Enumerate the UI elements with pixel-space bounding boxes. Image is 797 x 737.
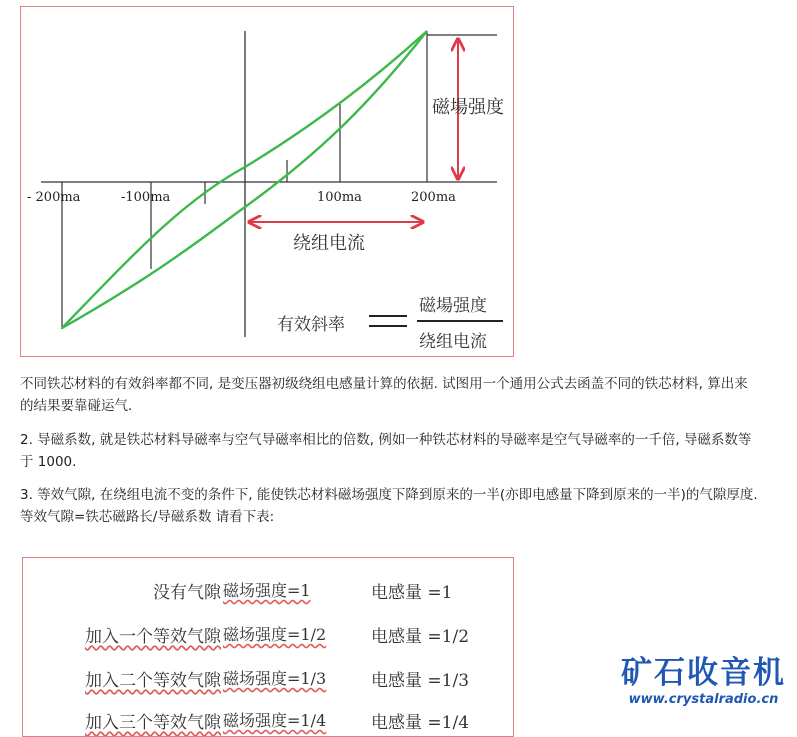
row-label: 加入二个等效气隙	[85, 671, 221, 691]
table-row	[23, 708, 513, 737]
row-inductance: 电感量 =1/4	[371, 713, 470, 733]
paragraph-permeability	[20, 429, 760, 473]
row-field-strength: 磁场强度=1/2	[223, 625, 327, 644]
hysteresis-figure	[20, 6, 514, 357]
row-field-strength: 磁场强度=1/3	[223, 669, 327, 688]
row-inductance: 电感量 =1	[371, 583, 453, 603]
row-field-strength: 磁场强度=1/4	[223, 711, 327, 730]
formula-denominator: 绕组电流	[419, 332, 487, 352]
tick-label-plus-200: 200ma	[411, 190, 456, 205]
site-watermark	[610, 655, 797, 719]
winding-current-label: 绕组电流	[293, 233, 365, 254]
paragraph-3-line-1: 3. 等效气隙, 在绕组电流不变的条件下, 能使铁芯材料磁场强度下降到原来的一半(亦即电感量下降到原来的一半)的气隙厚度.	[20, 487, 758, 503]
watermark-title: 矿石收音机	[621, 655, 786, 691]
hysteresis-diagram	[21, 7, 515, 358]
row-field-strength: 磁场强度=1	[223, 581, 311, 600]
tick-label-plus-100: 100ma	[317, 190, 362, 205]
paragraph-equivalent-gap	[20, 484, 760, 528]
air-gap-table	[22, 557, 514, 737]
field-strength-label: 磁場强度	[432, 97, 504, 118]
table-row	[23, 666, 513, 696]
formula-numerator: 磁場强度	[419, 296, 487, 316]
row-inductance: 电感量 =1/2	[371, 627, 470, 647]
paragraph-1-text: 不同铁芯材料的有效斜率都不同, 是变压器初级绕组电感量计算的依据. 试图用一个通用公式去函盖不同的铁芯材料, 算出来的结果要靠碰运气.	[20, 376, 748, 414]
paragraph-effective-slope	[20, 373, 760, 417]
row-label: 加入三个等效气隙	[85, 713, 221, 733]
table-row	[23, 578, 513, 608]
row-label: 加入一个等效气隙	[85, 627, 221, 647]
paragraph-3-line-2: 等效气隙=铁芯磁路长/导磁系数 请看下表:	[20, 509, 275, 525]
paragraph-2-text: 2. 导磁系数, 就是铁芯材料导磁率与空气导磁率相比的倍数, 例如一种铁芯材料的导磁率是空气导磁率的一千倍, 导磁系数等于 1000.	[20, 432, 752, 470]
watermark-url: www.crystalradio.cn	[628, 692, 779, 707]
row-label: 没有气隙	[153, 583, 221, 603]
table-row	[23, 622, 513, 652]
tick-label-minus-200: - 200ma	[27, 190, 81, 205]
row-inductance: 电感量 =1/3	[371, 671, 470, 691]
formula-lhs: 有效斜率	[277, 315, 345, 335]
tick-label-minus-100: -100ma	[121, 190, 171, 205]
